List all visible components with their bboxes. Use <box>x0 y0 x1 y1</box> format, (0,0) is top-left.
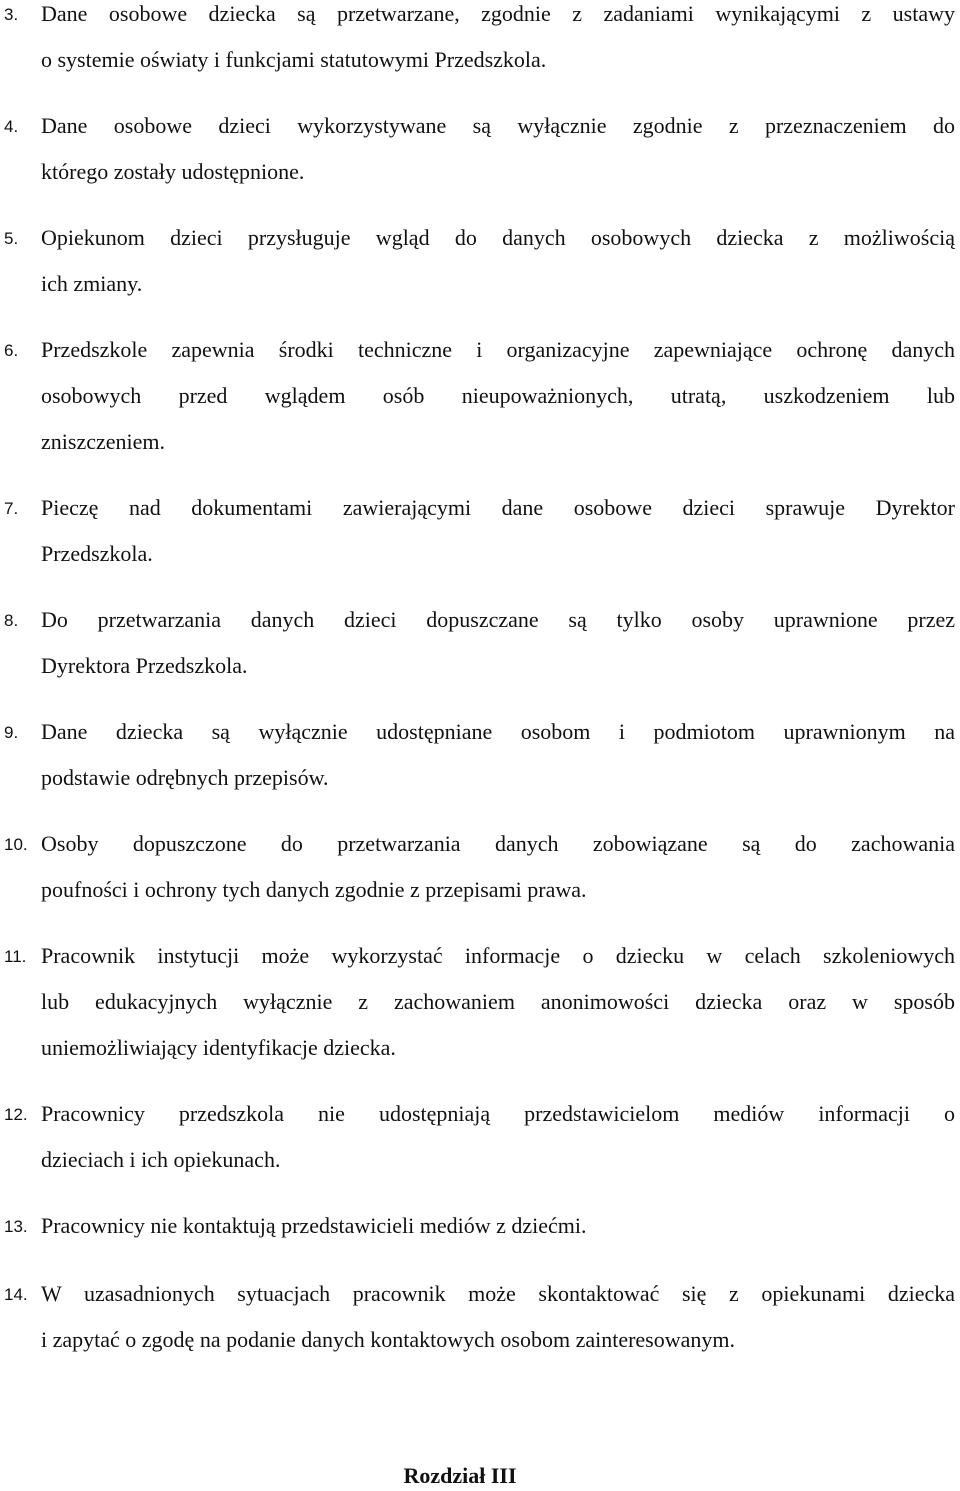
list-item-number: 3. <box>4 5 19 24</box>
list-item-text-line: Osoby dopuszczone do przetwarzania danych zobowiązane są do zachowania <box>41 831 955 856</box>
list-item-number: 10. <box>4 835 28 854</box>
list-item-text-line: poufności i ochrony tych danych zgodnie z przepisami prawa. <box>41 877 587 902</box>
list-item-text-line: którego zostały udostępnione. <box>41 159 305 184</box>
list-item-text-line: dzieciach i ich opiekunach. <box>41 1147 281 1172</box>
list-item-text-line: lub edukacyjnych wyłącznie z zachowaniem anonimowości dziecka oraz w sposób <box>41 989 955 1014</box>
list-item-text-line: zniszczeniem. <box>41 429 165 454</box>
list-item-text-line: o systemie oświaty i funkcjami statutowymi Przedszkola. <box>41 47 547 72</box>
list-item-text-line: ich zmiany. <box>41 271 143 296</box>
list-item-text-line: Przedszkola. <box>41 541 153 566</box>
list-item-text-line: W uzasadnionych sytuacjach pracownik może skontaktować się z opiekunami dziecka <box>41 1281 955 1306</box>
chapter-heading: Rozdział III <box>403 1463 517 1488</box>
list-item-text-line: Pracownicy nie kontaktują przedstawicieli mediów z dziećmi. <box>41 1213 587 1238</box>
list-item-text-line: Dyrektora Przedszkola. <box>41 653 248 678</box>
list-item-text-line: Pracownik instytucji może wykorzystać informacje o dziecku w celach szkoleniowych <box>41 943 955 968</box>
list-item-number: 5. <box>4 229 19 248</box>
list-item-number: 7. <box>4 499 19 518</box>
list-item-text-line: Dane osobowe dzieci wykorzystywane są wyłącznie zgodnie z przeznaczeniem do <box>41 113 955 138</box>
list-item-text-line: Pieczę nad dokumentami zawierającymi dane osobowe dzieci sprawuje Dyrektor <box>41 495 955 520</box>
list-item-text-line: uniemożliwiający identyfikacje dziecka. <box>41 1035 396 1060</box>
list-item-text-line: Do przetwarzania danych dzieci dopuszczane są tylko osoby uprawnione przez <box>41 607 955 632</box>
list-item-text-line: Dane dziecka są wyłącznie udostępniane osobom i podmiotom uprawnionym na <box>41 719 955 744</box>
list-item-number: 11. <box>4 947 27 966</box>
list-item-text-line: Pracownicy przedszkola nie udostępniają przedstawicielom mediów informacji o <box>41 1101 955 1126</box>
list-item-number: 9. <box>4 723 19 742</box>
list-item-number: 6. <box>4 341 19 360</box>
list-item-number: 8. <box>4 611 19 630</box>
list-item-number: 12. <box>4 1105 28 1124</box>
list-item-text-line: podstawie odrębnych przepisów. <box>41 765 329 790</box>
list-item-text-line: Opiekunom dzieci przysługuje wgląd do danych osobowych dziecka z możliwością <box>41 225 955 250</box>
list-item-number: 13. <box>4 1217 28 1236</box>
list-item-text-line: i zapytać o zgodę na podanie danych kontaktowych osobom zainteresowanym. <box>41 1327 735 1352</box>
list-item-number: 14. <box>4 1285 28 1304</box>
list-item-text-line: osobowych przed wglądem osób nieupoważnionych, utratą, uszkodzeniem lub <box>41 383 955 408</box>
list-item-number: 4. <box>4 117 19 136</box>
list-item-text-line: Przedszkole zapewnia środki techniczne i organizacyjne zapewniające ochronę danych <box>41 337 955 362</box>
list-item-text-line: Dane osobowe dziecka są przetwarzane, zgodnie z zadaniami wynikającymi z ustawy <box>41 1 955 26</box>
